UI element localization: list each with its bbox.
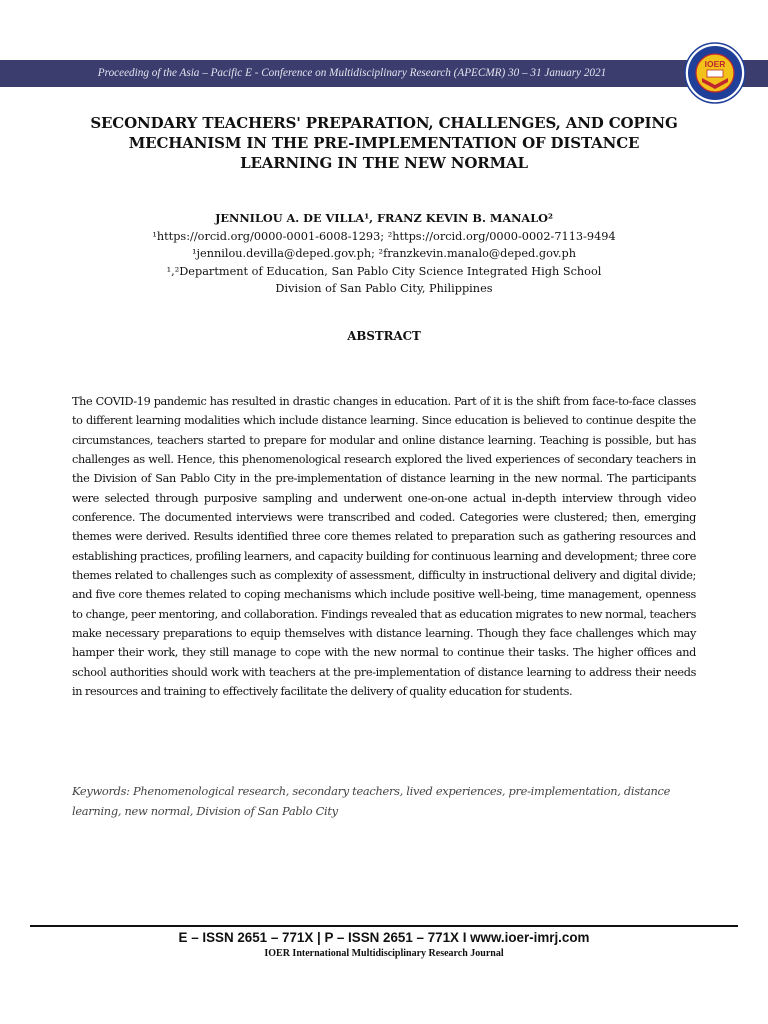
paper-title: [90, 113, 678, 173]
author-block: [60, 210, 708, 298]
author-emails: ¹jennilou.devilla@deped.gov.ph; ²franzkevin.manalo@deped.gov.ph: [191, 247, 577, 261]
conference-banner-text: Proceeding of the Asia – Pacific E - Conference on Multidisciplinary Research (APECMR) 30 – 31 January 2021: [97, 67, 607, 79]
author-names: JENNILOU A. DE VILLA¹, FRANZ KEVIN B. MANALO²: [215, 211, 553, 225]
title-line: LEARNING IN THE NEW NORMAL: [240, 154, 528, 172]
footer-issn: E – ISSN 2651 – 771X | P – ISSN 2651 – 771X I www.ioer-imrj.com: [178, 930, 590, 945]
seal-text: IOER: [704, 59, 726, 69]
footer-journal-name: IOER International Multidisciplinary Research Journal: [264, 948, 504, 959]
abstract-heading: ABSTRACT: [347, 329, 421, 343]
footer-rule: [30, 925, 738, 927]
abstract-body: The COVID-19 pandemic has resulted in drastic changes in education. Part of it is the shift from face-to-face classes to different learning modalities which include distance learning. Since education is believed to continue despite the circumstances, teachers started to prepare for modular and online distance learning. Teaching is possible, but has challenges as well. Hence, this phenomenological research explored the lived experiences of secondary teachers in the Division of San Pablo City in the pre-implementation of distance learning in the new normal. The participants were selected through purposive sampling and underwent one-on-one actual in-depth interview through video conference. The documented interviews were transcribed and coded. Categories were clustered; then, emerging themes were derived. Results identified three core themes related to preparation such as gathering resources and establishing practices, profiling learners, and capacity building for continuous learning and development; three core themes related to challenges such as complexity of assessment, difficulty in instructional delivery and digital divide; and five core themes related to coping mechanisms which include positive well-being, time management, openness to change, peer mentoring, and collaboration. Findings revealed that as education migrates to new normal, teachers make necessary preparations to equip themselves with distance learning. Though they face challenges which may hamper their work, they still manage to cope with the new normal to continue their tasks. The higher offices and school authorities should work with teachers at the pre-implementation of distance learning to address their needs in resources and training to effectively facilitate the delivery of quality education for students.: [72, 395, 696, 699]
author-orcid: ¹https://orcid.org/0000-0001-6008-1293; ²https://orcid.org/0000-0002-7113-9494: [152, 229, 616, 243]
header-banner: [0, 60, 768, 87]
keywords: Keywords: Phenomenological research, secondary teachers, lived experiences, pre-implementation, distance learning, new normal, Division of San Pablo City: [72, 784, 671, 818]
title-line: MECHANISM IN THE PRE-IMPLEMENTATION OF DISTANCE: [128, 134, 640, 152]
author-location: Division of San Pablo City, Philippines: [275, 282, 493, 296]
title-line: SECONDARY TEACHERS' PREPARATION, CHALLENGES, AND COPING: [90, 114, 678, 132]
ioer-seal-icon: [684, 42, 746, 104]
author-affiliation: ¹,²Department of Education, San Pablo City Science Integrated High School: [166, 264, 602, 278]
